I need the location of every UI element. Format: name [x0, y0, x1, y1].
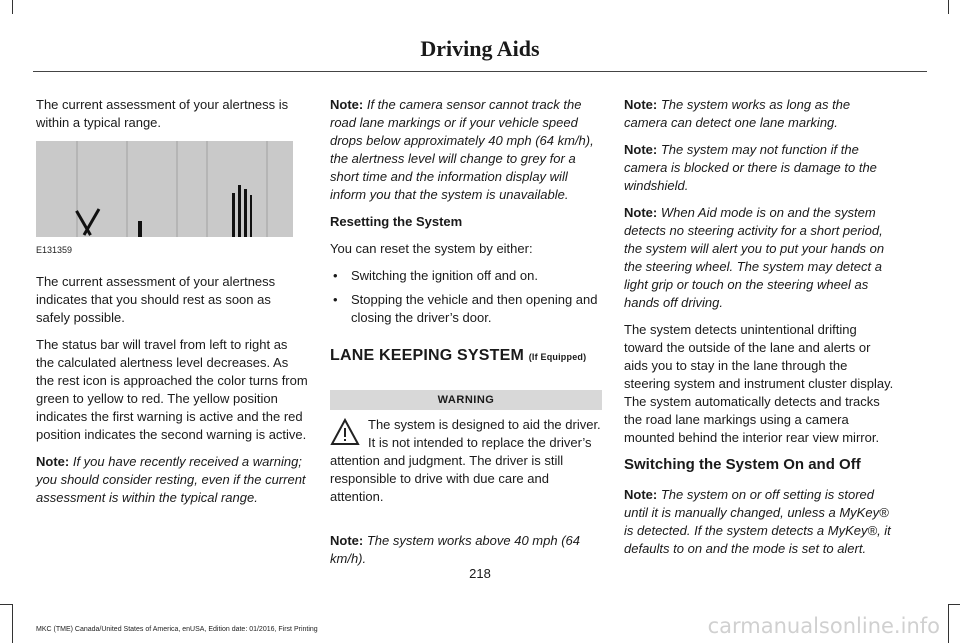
note-lane-marking	[624, 96, 896, 132]
crop-mark-bottom-right-h	[948, 604, 960, 605]
note-label: Note:	[624, 97, 658, 112]
warning-box	[330, 416, 602, 506]
note-camera-sensor	[330, 96, 602, 204]
note-text: The system may not function if the camera is blocked or there is damage to the windshield.	[624, 142, 877, 193]
note-label: Note:	[36, 454, 70, 469]
note-aid-mode	[624, 204, 896, 312]
footer-text: MKC (TME) Canada/United States of America, enUSA, Edition date: 01/2016, First Printing	[36, 626, 318, 633]
section-title-text: LANE KEEPING SYSTEM	[330, 347, 525, 364]
note-warning	[36, 453, 308, 507]
note-label: Note:	[330, 97, 364, 112]
crop-mark-bottom-left-h	[0, 604, 12, 605]
note-camera-blocked	[624, 141, 896, 195]
crop-mark-top-right	[948, 0, 949, 14]
header-divider	[33, 71, 927, 72]
note-label: Note:	[624, 487, 658, 502]
paragraph-rest-soon: The current assessment of your alertness indicates that you should rest as soon as safely possible.	[36, 274, 276, 325]
list-item: • Switching the ignition off and on.	[330, 267, 602, 285]
column-1	[36, 96, 308, 516]
alertness-status-figure	[36, 141, 293, 237]
paragraph-typical-range: The current assessment of your alertness is within a typical range.	[36, 97, 289, 130]
warning-label: WARNING	[330, 390, 602, 410]
resetting-intro: You can reset the system by either:	[330, 241, 533, 256]
page-number: 218	[469, 566, 491, 581]
switching-heading: Switching the System On and Off	[624, 456, 861, 473]
note-label: Note:	[330, 533, 364, 548]
crop-mark-bottom-right	[948, 604, 949, 643]
note-text: The system on or off setting is stored until it is manually changed, unless a MyKey® is detected. If the system detects a MyKey®, it defaults to on and the mode is set to alert.	[624, 487, 891, 556]
note-label: Note:	[624, 142, 658, 157]
note-text: When Aid mode is on and the system detects no steering activity for a short period, the system will alert you to put your hands on the steering wheel. The system may detect a light grip or touch on the steering wheel as hands off driving.	[624, 205, 885, 310]
section-title	[330, 347, 602, 366]
resetting-heading: Resetting the System	[330, 214, 463, 229]
watermark: carmanualsonline.info	[707, 614, 940, 638]
reset-options-list	[330, 267, 602, 327]
list-item: • Stopping the vehicle and then opening and closing the driver’s door.	[330, 291, 602, 327]
note-text: If you have recently received a warning; you should consider resting, even if the current assessment is within the typical range.	[36, 454, 306, 505]
column-3	[624, 96, 896, 567]
note-text: The system works above 40 mph (64 km/h).	[330, 533, 580, 566]
warning-triangle-icon	[330, 418, 360, 446]
note-setting-stored	[624, 486, 896, 558]
paragraph-system-detects: The system detects unintentional drifting toward the outside of the lane and alerts or aids you to stay in the lane through the steering system and instrument cluster display. The system automatically detects and tracks the road lane markings using a camera mounted behind the interior rear view mirror.	[624, 322, 894, 445]
paragraph-status-bar: The status bar will travel from left to right as the calculated alertness level decreases. As the rest icon is approached the color turns from green to yellow to red. The yellow position indicates the first warning is active and the red position indicates the second warning is active.	[36, 337, 308, 442]
note-text: If the camera sensor cannot track the road lane markings or if your vehicle speed drops below approximately 40 mph (64 km/h), the alertness level will change to grey for a short time and the information display will inform you that the system is unavailable.	[330, 97, 594, 202]
note-works-above	[330, 532, 602, 568]
note-label: Note:	[624, 205, 658, 220]
crop-mark-bottom-left	[12, 604, 13, 643]
crop-mark-top-left	[12, 0, 13, 14]
page-title: Driving Aids	[420, 36, 540, 61]
warning-text: The system is designed to aid the driver. It is not intended to replace the driver’s attention and judgment. The driver is still responsible to drive with due care and attention.	[330, 417, 601, 504]
column-2	[330, 96, 602, 577]
section-title-suffix: (If Equipped)	[528, 352, 587, 362]
note-text: The system works as long as the camera can detect one lane marking.	[624, 97, 851, 130]
figure-code: E131359	[36, 245, 73, 255]
